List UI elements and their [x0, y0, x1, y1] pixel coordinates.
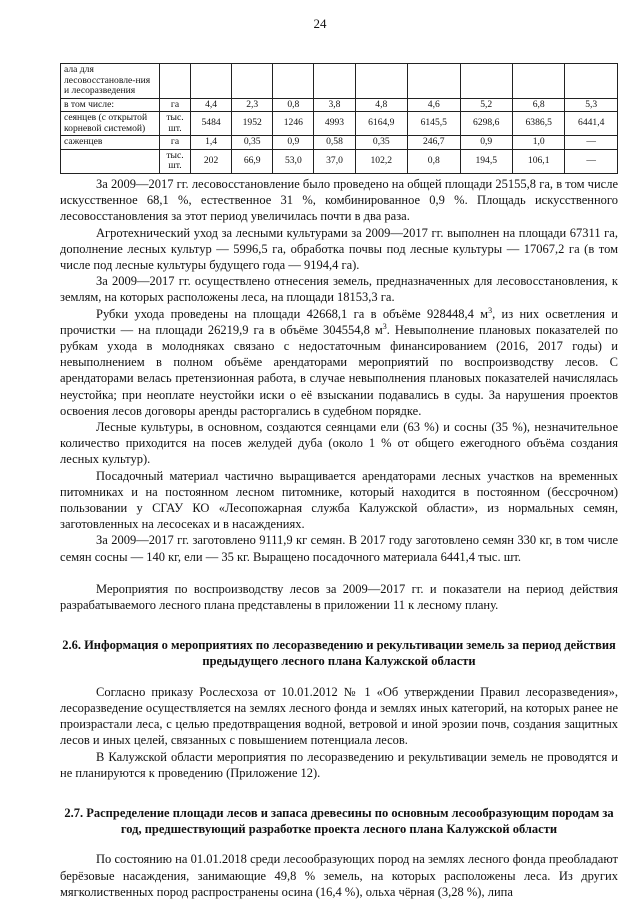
table-cell: 102,2	[355, 149, 407, 173]
table-cell: 5,3	[565, 98, 618, 112]
table-cell: 4,6	[408, 98, 460, 112]
table-cell: 5484	[191, 112, 232, 136]
row-unit: тыс. шт.	[160, 112, 191, 136]
table-cell: 4,8	[355, 98, 407, 112]
row-unit	[160, 64, 191, 99]
table-cell: 3,8	[314, 98, 355, 112]
table-row	[61, 112, 618, 136]
paragraph: Лесные культуры, в основном, создаются сеянцами ели (63 %) и сосны (35 %), незначительное количество приходится на посев желудей дуба (около 1 % от общего ежегодного объёма создания лесных культур).	[60, 420, 618, 467]
table-cell: 0,35	[232, 136, 273, 150]
table-cell	[314, 64, 355, 99]
table-cell: 37,0	[314, 149, 355, 173]
row-label: ала для лесовосстановле-ния и лесоразведения	[61, 64, 160, 99]
table-cell	[273, 64, 314, 99]
paragraph-rubki: Рубки ухода проведены на площади 42668,1 га в объёме 928448,4 $м^3$, из них осветления и прочистки — на площади 26219,9 га в объёме 304554,8 $м^3$. Невыполнение плановых показателей по рубкам ухода в молодняках связано с недостаточным финансированием (2016, 2017 годы) и невыполнением в полном объёме арендаторами мероприятий по воспроизводству лесов. С арендаторами велась претензионная работа, в случае невыполнения плановых показателей начислялась неустойка; при неоплате неустойки иски о её взыскании подавались в суды. За нарушения проектов освоения лесов договоры аренды расторгались в судебном порядке.	[60, 305, 618, 418]
table-cell: 6145,5	[408, 112, 460, 136]
table-cell: —	[565, 136, 618, 150]
table-cell	[408, 64, 460, 99]
table-cell	[191, 64, 232, 99]
paragraph: В Калужской области мероприятия по лесоразведению и рекультивации земель не проводятся и не планируются к проведению (Приложение 12).	[60, 749, 618, 780]
table-cell: 66,9	[232, 149, 273, 173]
table-cell: 2,3	[232, 98, 273, 112]
table-row	[61, 149, 618, 173]
table-cell: 0,8	[408, 149, 460, 173]
table-cell: —	[565, 149, 618, 173]
table-cell: 1,0	[512, 136, 564, 150]
table-cell: 0,9	[273, 136, 314, 150]
table-cell: 1,4	[191, 136, 232, 150]
row-label: саженцев	[61, 136, 160, 150]
row-unit: га	[160, 136, 191, 150]
table-cell: 106,1	[512, 149, 564, 173]
table-cell: 202	[191, 149, 232, 173]
table-cell	[355, 64, 407, 99]
table-cell	[460, 64, 512, 99]
paragraph: За 2009—2017 гг. осуществлено отнесения земель, предназначенных для лесовосстановления, к землям, на которых расположены леса, на площади 18153,3 га.	[60, 274, 618, 305]
paragraph: По состоянию на 01.01.2018 среди лесообразующих пород на землях лесного фонда преобладают берёзовые насаждения, занимающие 49,8 % земель, на которых расположены леса. Из других мягколиственных пород распространены осина (16,4 %), ольха чёрная (3,28 %), липа	[60, 852, 618, 899]
row-label	[61, 149, 160, 173]
table-row	[61, 64, 618, 99]
table-cell	[565, 64, 618, 99]
paragraph: За 2009—2017 гг. лесовосстановление было проведено на общей площади 25155,8 га, в том числе искусственное 68,1 %, естественное 31 %, комбинированное 0,9 %. Площадь искусственного лесовосстановления за этот период увеличилась почти в два раза.	[60, 177, 618, 224]
paragraph: За 2009—2017 гг. заготовлено 9111,9 кг семян. В 2017 году заготовлено семян 330 кг, в том числе семян сосны — 140 кг, ели — 35 кг. Выращено посадочного материала 6441,4 тыс. шт.	[60, 533, 618, 564]
row-unit: га	[160, 98, 191, 112]
table-cell: 0,9	[460, 136, 512, 150]
table-cell: 6,8	[512, 98, 564, 112]
page-content	[60, 176, 618, 900]
table-cell: 6164,9	[355, 112, 407, 136]
table-cell: 6386,5	[512, 112, 564, 136]
table-cell: 1952	[232, 112, 273, 136]
section-heading-2-6: 2.6. Информация о мероприятиях по лесоразведению и рекультивации земель за период действия предыдущего лесного плана Калужской области	[62, 638, 616, 669]
table-row	[61, 98, 618, 112]
reforestation-table	[60, 63, 618, 174]
paragraph: Мероприятия по воспроизводству лесов за 2009—2017 гг. и показатели на период действия разрабатываемого лесного плана представлены в приложении 11 к лесному плану.	[60, 581, 618, 613]
table-cell: 6298,6	[460, 112, 512, 136]
row-label: в том числе:	[61, 98, 160, 112]
row-unit: тыс. шт.	[160, 149, 191, 173]
table-cell: 4,4	[191, 98, 232, 112]
section-heading-2-7: 2.7. Распределение площади лесов и запаса древесины по основным лесообразующим породам за год, предшествующий разработке проекта лесного плана Калужской области	[64, 805, 614, 837]
paragraph: Согласно приказу Рослесхоза от 10.01.2012 № 1 «Об утверждении Правил лесоразведения», лесоразведение осуществляется на землях лесного фонда и землях иных категорий, на которых ранее не произрастали леса, с целью предотвращения водной, ветровой и иной эрозии почв, создания защитных лесов и иных целей, связанных с повышением потенциала лесов.	[60, 684, 618, 748]
row-label: сеянцев (с открытой корневой системой)	[61, 112, 160, 136]
table-cell: 6441,4	[565, 112, 618, 136]
table-cell: 246,7	[408, 136, 460, 150]
table-cell: 0,35	[355, 136, 407, 150]
table-cell	[232, 64, 273, 99]
table-row	[61, 136, 618, 150]
table-cell: 4993	[314, 112, 355, 136]
table-cell: 53,0	[273, 149, 314, 173]
page-number: 24	[313, 16, 327, 31]
paragraph: Посадочный материал частично выращивается арендаторами лесных участков на временных питомниках и на постоянном лесном питомнике, который находится в постоянном (бессрочном) пользовании у СГАУ КО «Лесопожарная служба Калужской области», из нормальных семян, заготовленных на лесосеках и в насаждениях.	[60, 468, 618, 532]
table-cell	[512, 64, 564, 99]
table-cell: 0,8	[273, 98, 314, 112]
table-cell: 5,2	[460, 98, 512, 112]
table-cell: 194,5	[460, 149, 512, 173]
paragraph: Агротехнический уход за лесными культурами за 2009—2017 гг. выполнен на площади 67311 га, дополнение лесных культур — 5996,5 га, обработка почвы под лесные культуры — 17067,2 га (в том числе под лесные культуры будущего года — 9194,4 га).	[60, 225, 618, 273]
table-cell: 0,58	[314, 136, 355, 150]
table-cell: 1246	[273, 112, 314, 136]
